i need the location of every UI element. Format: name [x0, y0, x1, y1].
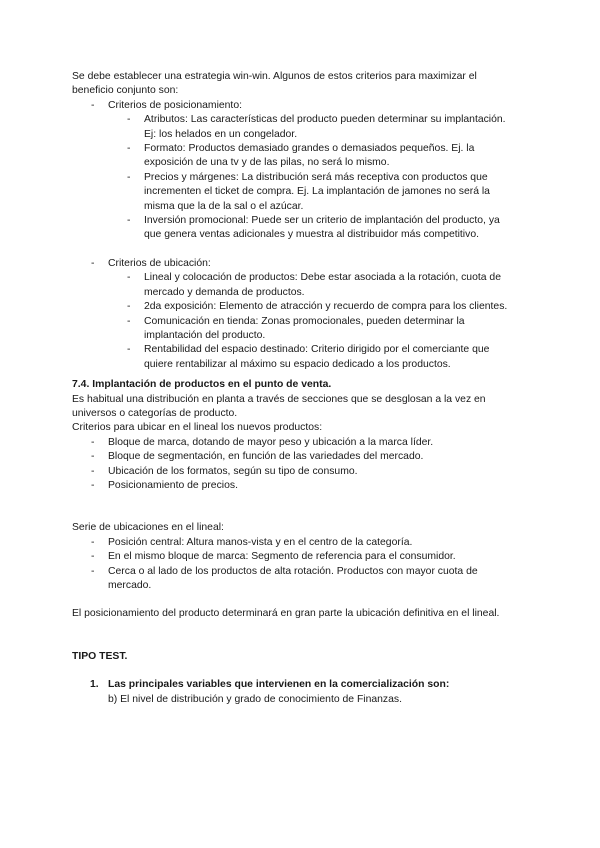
- list-item: - En el mismo bloque de marca: Segmento de referencia para el consumidor.: [72, 550, 512, 564]
- test-title: TIPO TEST.: [72, 650, 128, 662]
- question-number: 1.: [90, 679, 99, 691]
- criteria-sublist: [72, 113, 512, 243]
- question-answer: b) El nivel de distribución y grado de conocimiento de Finanzas.: [108, 693, 402, 705]
- question-text: Las principales variables que intervienen en la comercialización son:: [108, 679, 450, 691]
- list-item: - Inversión promocional: Puede ser un criterio de implantación del producto, ya que genera ventas adicionales y muestra al distribuidor más competitivo.: [72, 214, 512, 243]
- list-item: - Atributos: Las características del producto pueden determinar su implantación. Ej: los helados en un congelador.: [72, 113, 512, 142]
- section-paragraph: Es habitual una distribución en planta a través de secciones que se desglosan a la vez en universos o categorías de producto.: [72, 393, 486, 419]
- list-item: - Posicionamiento de precios.: [72, 479, 512, 493]
- list-item: - Cerca o al lado de los productos de alta rotación. Productos con mayor cuota de mercado.: [72, 565, 512, 594]
- list-item: - Rentabilidad del espacio destinado: Criterio dirigido por el comerciante que quiere rentabilizar al máximo su espacio dedicado a los productos.: [72, 343, 512, 372]
- series-list: [72, 536, 512, 594]
- list-item: - Bloque de segmentación, en función de las variedades del mercado.: [72, 450, 512, 464]
- series-label: Serie de ubicaciones en el lineal:: [72, 522, 224, 534]
- list-item: - Posición central: Altura manos-vista y en el centro de la categoría.: [72, 536, 512, 550]
- test-question: [72, 678, 512, 707]
- list-item: - 2da exposición: Elemento de atracción y recuerdo de compra para los clientes.: [72, 300, 512, 314]
- criteria-list: [72, 257, 512, 372]
- criteria-group: [72, 257, 512, 372]
- section-heading: 7.4. Implantación de productos en el punto de venta.: [72, 379, 332, 391]
- intro-paragraph: Se debe establecer una estrategia win-win. Algunos de estos criterios para maximizar el beneficio conjunto son:: [72, 71, 477, 97]
- criteria-list: [72, 99, 512, 243]
- criteria-label: Criterios de posicionamiento:: [108, 99, 242, 111]
- placement-criteria-list: [72, 436, 512, 494]
- criteria-group: [72, 99, 512, 243]
- list-item: - Comunicación en tienda: Zonas promocionales, pueden determinar la implantación del producto.: [72, 315, 512, 344]
- section-paragraph: Criterios para ubicar en el lineal los nuevos productos:: [72, 422, 323, 434]
- list-item: - Ubicación de los formatos, según su tipo de consumo.: [72, 465, 512, 479]
- list-item: - Precios y márgenes: La distribución será más receptiva con productos que incrementen el ticket de compra. Ej. La implantación de jamones no será la misma que la de la sal o el azúcar.: [72, 171, 512, 214]
- closing-paragraph: El posicionamiento del producto determinará en gran parte la ubicación definitiva en el lineal.: [72, 608, 500, 620]
- criteria-sublist: [72, 271, 512, 372]
- criteria-label: Criterios de ubicación:: [108, 257, 211, 269]
- list-item: - Bloque de marca, dotando de mayor peso y ubicación a la marca líder.: [72, 436, 512, 450]
- document-page: [72, 70, 512, 707]
- list-item: - Lineal y colocación de productos: Debe estar asociada a la rotación, cuota de mercado y demanda de productos.: [72, 271, 512, 300]
- test-question-list: [72, 678, 512, 707]
- list-item: - Formato: Productos demasiado grandes o demasiados pequeños. Ej. la exposición de una tv y de las pilas, no será lo mismo.: [72, 142, 512, 171]
